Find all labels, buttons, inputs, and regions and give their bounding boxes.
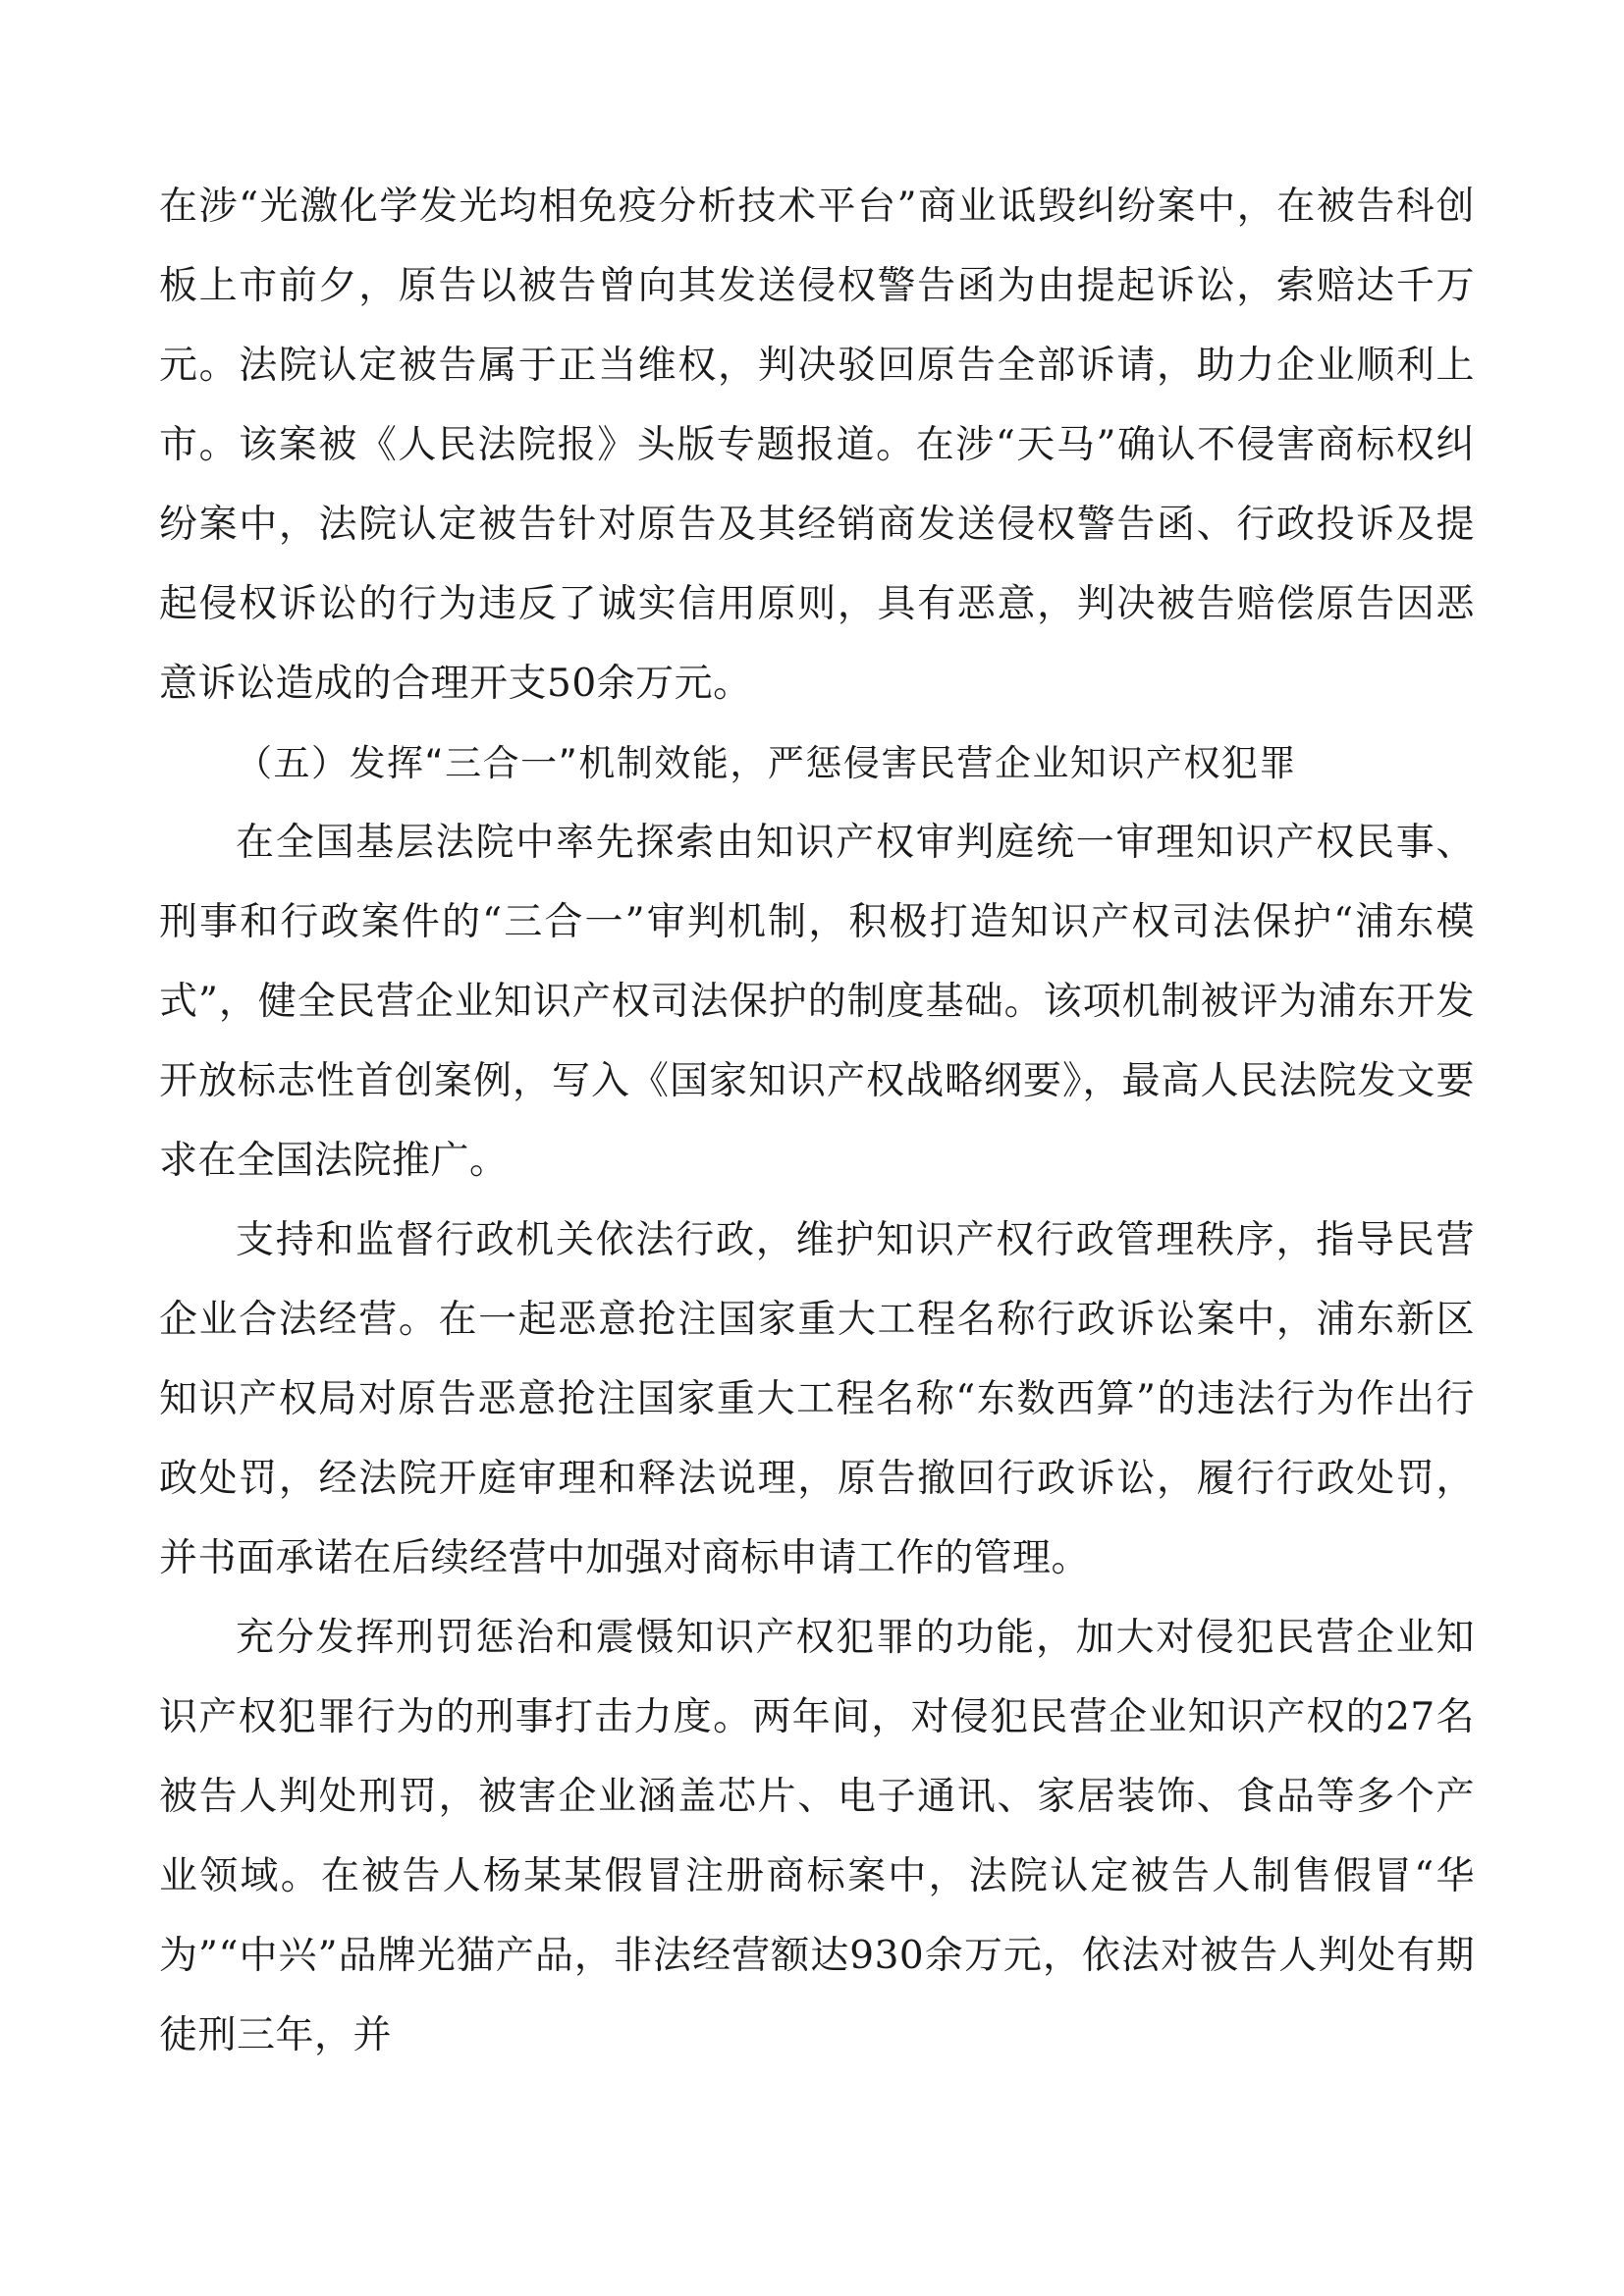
paragraph-administrative-supervision: 支持和监督行政机关依法行政，维护知识产权行政管理秩序，指导民营企业合法经营。在一起恶意抢注国家重大工程名称行政诉讼案中，浦东新区知识产权局对原告恶意抢注国家重大工程名称“东数西算”的违法行为作出行政处罚，经法院开庭审理和释法说理，原告撤回行政诉讼，履行行政处罚，并书面承诺在后续经营中加强对商标申请工作的管理。: [159, 1218, 1475, 1580]
paragraph-defamation-cases: 在涉“光激化学发光均相免疫分析技术平台”商业诋毁纠纷案中，在被告科创板上市前夕，原告以被告曾向其发送侵权警告函为由提起诉讼，索赔达千万元。法院认定被告属于正当维权，判决驳回原告全部诉请，助力企业顺利上市。该案被《人民法院报》头版专题报道。在涉“天马”确认不侵害商标权纠纷案中，法院认定被告针对原告及其经销商发送侵权警告函、行政投诉及提起侵权诉讼的行为违反了诚实信用原则，具有恶意，判决被告赔偿原告因恶意诉讼造成的合理开支50余万元。: [159, 185, 1475, 706]
paragraph-three-in-one-mechanism: 在全国基层法院中率先探索由知识产权审判庭统一审理知识产权民事、刑事和行政案件的“三合一”审判机制，积极打造知识产权司法保护“浦东模式”，健全民营企业知识产权司法保护的制度基础。该项机制被评为浦东开发开放标志性首创案例，写入《国家知识产权战略纲要》，最高人民法院发文要求在全国法院推广。: [159, 821, 1475, 1183]
document-body: [159, 167, 1475, 2075]
section-heading-five: （五）发挥“三合一”机制效能，严惩侵害民营企业知识产权犯罪: [236, 742, 1297, 784]
paragraph-criminal-punishment: 充分发挥刑罚惩治和震慑知识产权犯罪的功能，加大对侵犯民营企业知识产权犯罪行为的刑事打击力度。两年间，对侵犯民营企业知识产权的27名被告人判处刑罚，被害企业涵盖芯片、电子通讯、家居装饰、食品等多个产业领域。在被告人杨某某假冒注册商标案中，法院认定被告人制售假冒“华为”“中兴”品牌光猫产品，非法经营额达930余万元，依法对被告人判处有期徒刑三年，并: [159, 1616, 1475, 2057]
